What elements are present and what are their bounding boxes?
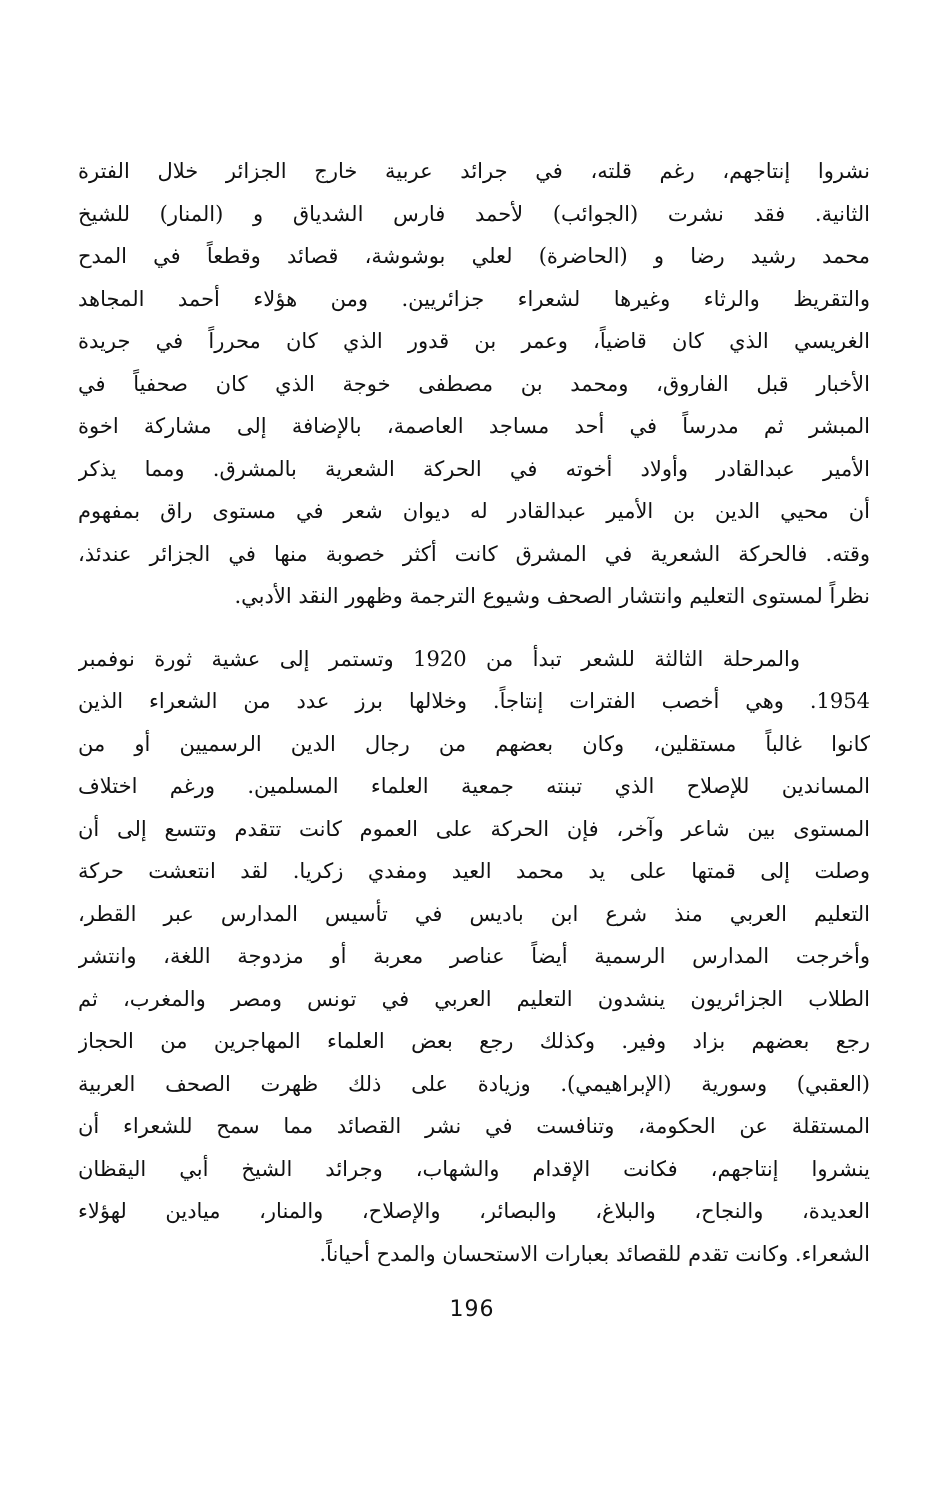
text-line: التعليم العربي منذ شرع ابن باديس في تأسيس المدارس عبر القطر، <box>78 901 870 926</box>
text-line: الشعراء. وكانت تقدم للقصائد بعبارات الاستحسان والمدح أحياناً. <box>319 1241 870 1266</box>
text-line: والمرحلة الثالثة للشعر تبدأ من 1920 وتستمر إلى عشية ثورة نوفمبر <box>78 646 800 671</box>
text-line: 1954. وهي أخصب الفترات إنتاجاً. وخلالها برز عدد من الشعراء الذين <box>78 689 870 713</box>
text-line: الثانية. فقد نشرت (الجوائب) لأحمد فارس الشدياق و (المنار) للشيخ <box>78 201 870 226</box>
text-line: العديدة، والنجاح، والبلاغ، والبصائر، والإصلاح، والمنار، ميادين لهؤلاء <box>78 1199 870 1223</box>
text-line: نشروا إنتاجهم، رغم قلته، في جرائد عربية خارج الجزائر خلال الفترة <box>78 159 870 183</box>
text-line: الأخبار قبل الفاروق، ومحمد بن مصطفى خوجة الذي كان صحفياً في <box>78 371 870 396</box>
page-body <box>78 150 870 1275</box>
text-line: محمد رشيد رضا و (الحاضرة) لعلي بوشوشة، قصائد وقطعاً في المدح <box>78 244 870 268</box>
text-line: وصلت إلى قمتها على يد محمد العيد ومفدي زكريا. لقد انتعشت حركة <box>78 859 870 883</box>
text-line: رجع بعضهم بزاد وفير. وكذلك رجع بعض العلماء المهاجرين من الحجاز <box>78 1029 870 1053</box>
text-line: ينشروا إنتاجهم، فكانت الإقدام والشهاب، وجرائد الشيخ أبي اليقظان <box>78 1156 870 1181</box>
text-line: الأمير عبدالقادر وأولاد أخوته في الحركة الشعرية بالمشرق. ومما يذكر <box>78 456 870 481</box>
text-line: وأخرجت المدارس الرسمية أيضاً عناصر معربة أو مزدوجة اللغة، وانتشر <box>78 944 870 968</box>
text-line: (العقبي) وسورية (الإبراهيمي). وزيادة على ذلك ظهرت الصحف العربية <box>78 1071 870 1096</box>
page-number: 196 <box>449 1297 495 1322</box>
text-line: الغريسي الذي كان قاضياً، وعمر بن قدور الذي كان محرراً في جريدة <box>78 329 870 353</box>
text-line: أن محيي الدين بن الأمير عبدالقادر له ديوان شعر في مستوى راق بمفهوم <box>78 499 870 523</box>
text-line: نظراً لمستوى التعليم وانتشار الصحف وشيوع الترجمة وظهور النقد الأدبي. <box>234 584 870 608</box>
text-line: الطلاب الجزائريون ينشدون التعليم العربي في تونس ومصر والمغرب، ثم <box>78 986 870 1011</box>
text-line: المستقلة عن الحكومة، وتنافست في نشر القصائد مما سمح للشعراء أن <box>78 1114 870 1138</box>
text-line: والتقريظ والرثاء وغيرها لشعراء جزائريين. ومن هؤلاء أحمد المجاهد <box>78 286 870 311</box>
text-line: المستوى بين شاعر وآخر، فإن الحركة على العموم كانت تتقدم وتتسع إلى أن <box>78 816 870 841</box>
text-line: المساندين للإصلاح الذي تبنته جمعية العلماء المسلمين. ورغم اختلاف <box>78 774 870 798</box>
paragraph-1 <box>78 150 870 618</box>
text-line: المبشر ثم مدرساً في أحد مساجد العاصمة، بالإضافة إلى مشاركة اخوة <box>78 414 870 438</box>
paragraph-2 <box>78 638 870 1276</box>
text-line: كانوا غالباً مستقلين، وكان بعضهم من رجال الدين الرسميين أو من <box>78 731 870 756</box>
text-line: وقته. فالحركة الشعرية في المشرق كانت أكثر خصوبة منها في الجزائر عندئذ، <box>78 541 870 566</box>
